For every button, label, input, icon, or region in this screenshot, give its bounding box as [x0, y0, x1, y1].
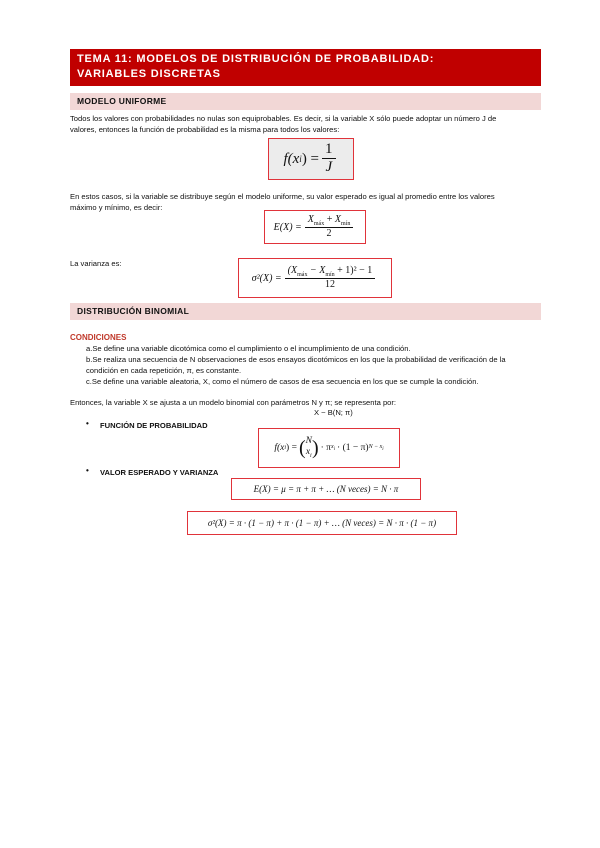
ev-xa: X	[307, 213, 314, 225]
section-uniforme-header	[70, 93, 541, 110]
pmf-num: 1	[322, 142, 336, 159]
title-line-2: VARIABLES DISCRETAS	[77, 68, 221, 80]
ev-bullet: •	[86, 466, 89, 475]
page-title	[77, 52, 537, 82]
pmf-den: J	[325, 159, 333, 176]
var-tail: + 1)² − 1	[337, 264, 373, 276]
binomial-ev-formula: E(X) = μ = π + π + … (N veces) = N · π	[231, 478, 421, 500]
bpmf-exp2: N − x	[368, 443, 383, 450]
var-den: 12	[324, 279, 335, 291]
var-num-a: (X	[287, 264, 298, 276]
condition-b-2: condición en cada repetición, π, es constante.	[86, 366, 242, 375]
section-uniforme-title: MODELO UNIFORME	[77, 96, 167, 106]
uniforme-intro-1: Todos los valores con probabilidades no nulas son equiprobables. Es decir, si la variable X sólo puede adoptar un número J de	[70, 114, 497, 123]
uniform-expected-formula	[264, 210, 366, 244]
pmf-lhs: f(x	[283, 150, 300, 167]
var-fraction	[285, 266, 376, 290]
binomial-pmf-formula	[258, 428, 400, 468]
ev-den: 2	[326, 228, 332, 240]
condition-a: a.Se define una variable dicotómica como el cumplimiento o el incumplimiento de una condición.	[86, 344, 411, 353]
binom-sub: i	[310, 452, 312, 459]
pmf-sub: i	[299, 154, 302, 164]
bpmf-lhs: f(x	[274, 443, 285, 453]
binom-right-paren: )	[311, 436, 319, 459]
pmf-rhs: ) =	[301, 150, 320, 167]
bpmf-tail2: · (1 − π)	[337, 443, 369, 453]
pmf-label: FUNCIÓN DE PROBABILIDAD	[100, 421, 208, 430]
bpmf-mid: ) =	[286, 443, 297, 453]
binom-bot: x	[305, 447, 311, 458]
var-sub-b: mín	[325, 271, 335, 278]
binom-left-paren: (	[298, 436, 306, 459]
uniforme-intro-2: valores, entonces la función de probabilidad es la misma para todos los valores:	[70, 125, 340, 134]
binom-top: N	[305, 436, 312, 447]
condition-b-1: b.Se realiza una secuencia de N observaciones de esos ensayos dicotómicos en los que la probabilidad de verificación de la	[86, 355, 506, 364]
ev-plus: +	[326, 213, 333, 225]
bpmf-exp1: x	[330, 443, 334, 450]
uniform-pmf-formula	[268, 138, 354, 180]
pmf-bullet: •	[86, 419, 89, 428]
bpmf-tail: · π	[320, 443, 331, 453]
section-binomial-title: DISTRIBUCIÓN BINOMIAL	[77, 306, 190, 316]
bpmf-exp1-sub: i	[333, 447, 336, 453]
bpmf-sub: i	[284, 445, 287, 451]
pmf-fraction	[322, 142, 336, 175]
binomial-variance-formula: σ²(X) = π · (1 − π) + π · (1 − π) + … (N veces) = N · π · (1 − π)	[187, 511, 457, 535]
ev-label: VALOR ESPERADO Y VARIANZA	[100, 468, 219, 477]
title-line-1: TEMA 11: MODELOS DE DISTRIBUCIÓN DE PROBABILIDAD:	[77, 53, 435, 65]
uniform-variance-formula	[238, 258, 392, 298]
variance-label: La varianza es:	[70, 259, 122, 268]
binomial-summary: Entonces, la variable X se ajusta a un modelo binomial con parámetros N y π; se representa por:	[70, 398, 397, 407]
ev-fraction	[305, 215, 354, 239]
ev-sub-a: máx	[313, 220, 325, 227]
ev-sub-b: mín	[340, 220, 351, 227]
condition-c: c.Se define una variable aleatoria, X, como el número de casos de esa secuencia en los que se cumple la condición.	[86, 377, 479, 386]
expected-intro-2: máximo y mínimo, es decir:	[70, 203, 163, 212]
conditions-heading: CONDICIONES	[70, 333, 127, 342]
binomial-notation: X ~ B(N; π)	[314, 408, 353, 417]
var-minus: − X	[309, 264, 326, 276]
var-lhs: σ²(X) =	[251, 272, 282, 284]
ev-lhs: E(X) =	[273, 221, 302, 233]
ev-xb: X	[334, 213, 341, 225]
section-binomial-header	[70, 303, 541, 320]
expected-intro-1: En estos casos, si la variable se distribuye según el modelo uniforme, su valor esperado es igual al promedio entre los valores	[70, 192, 495, 201]
bpmf-exp2-sub: i	[382, 447, 384, 453]
var-sub-a: máx	[297, 271, 308, 278]
